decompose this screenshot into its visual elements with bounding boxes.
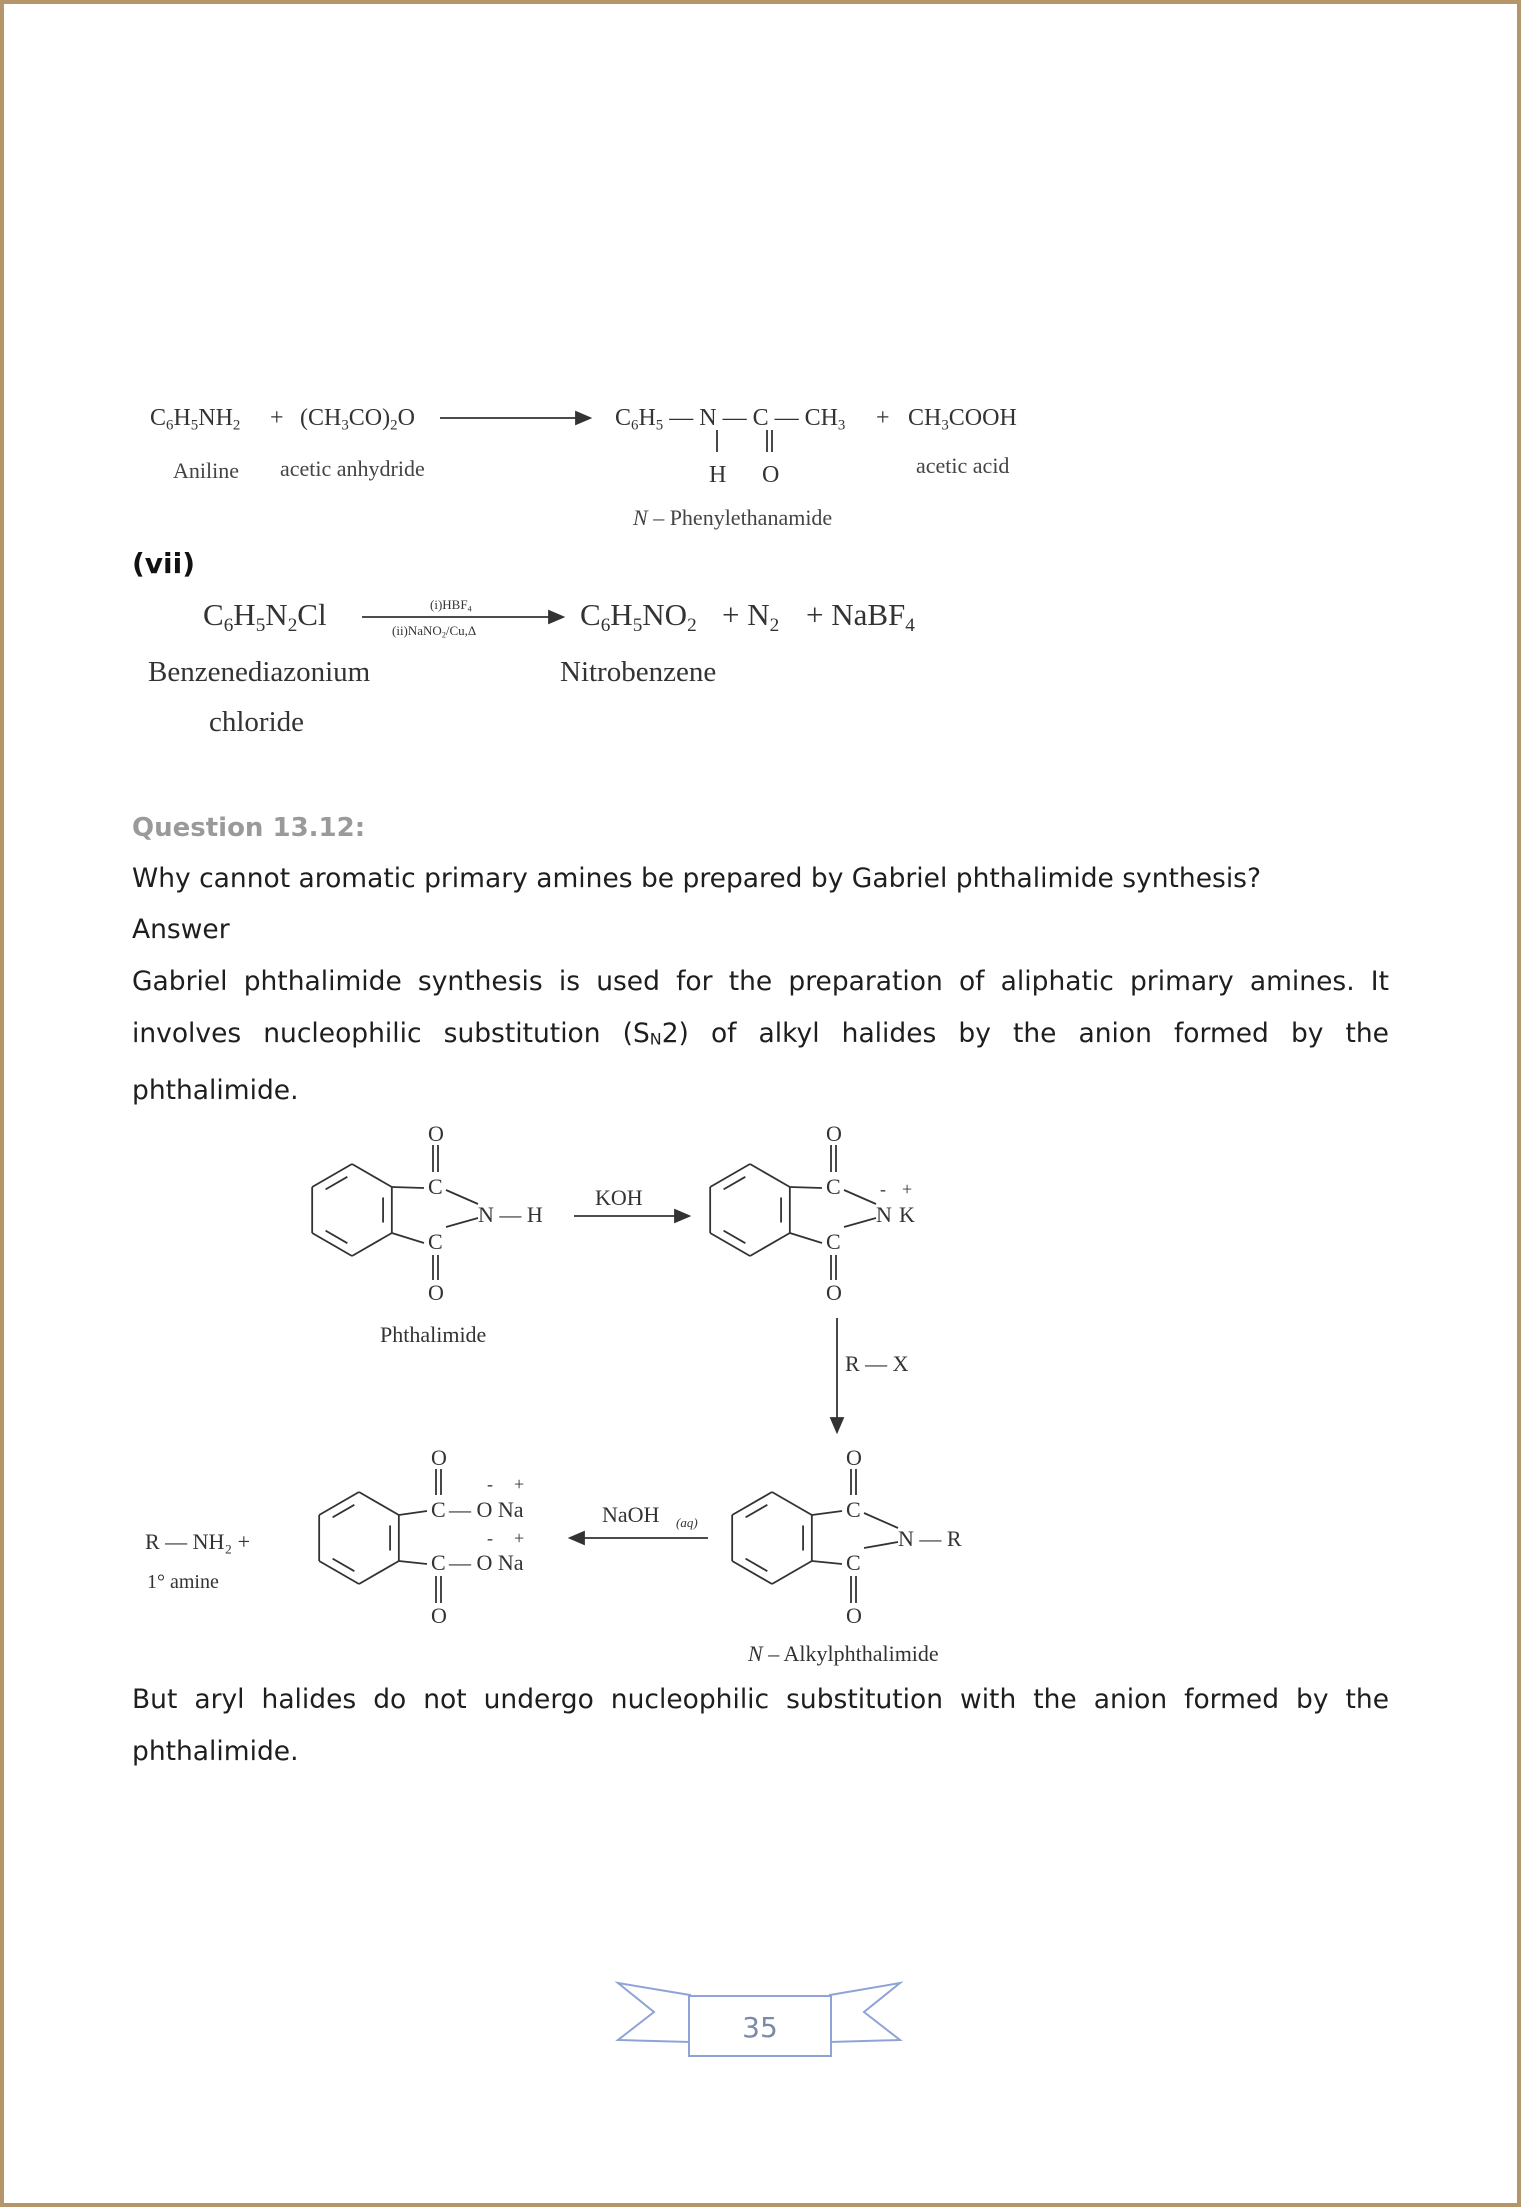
benzenediazonium-label: Benzenediazonium xyxy=(148,656,371,688)
answer-paragraph-2: But aryl halides do not undergo nucleophilic substitution with the anion formed by the phthalimide. xyxy=(132,1684,1389,1767)
question-text: Why cannot aromatic primary amines be prepared by Gabriel phthalimide synthesis? xyxy=(132,863,1262,894)
benzene-ring-bond xyxy=(352,1233,392,1256)
bond-line xyxy=(812,1561,842,1564)
bond-line xyxy=(844,1190,876,1204)
atom-c: C xyxy=(846,1497,861,1522)
benzene-double-bond xyxy=(746,1505,768,1518)
benzene-double-bond xyxy=(724,1231,746,1244)
plus-charge: + xyxy=(514,1474,525,1494)
nitrogen-formula: + $N_2$ xyxy=(722,597,780,636)
atom-o: O xyxy=(428,1121,444,1146)
bond-line xyxy=(790,1233,822,1243)
benzene-ring-bond xyxy=(750,1233,790,1256)
acetic-anhydride-label: acetic anhydride xyxy=(280,456,425,481)
benzene-ring-bond xyxy=(772,1561,812,1584)
answer-paragraph-1: Gabriel phthalimide synthesis is used for the preparation of aliphatic primary amines. It involves nucleophilic substitution (SN2) of alkyl halides by the anion formed by the phthalimide. xyxy=(132,966,1389,1107)
acetic-anhydride-formula: $(CH_3CO)_2O$ xyxy=(300,405,415,434)
o-na-group: — O Na xyxy=(449,1497,524,1522)
koh-reagent: KOH xyxy=(595,1185,643,1210)
n-alkylphthalimide-label: N – Alkylphthalimide xyxy=(748,1641,939,1666)
atom-o: O xyxy=(846,1603,862,1628)
arrow-head xyxy=(831,1418,843,1432)
n-h-group: N — H xyxy=(478,1202,543,1227)
plus-charge: + xyxy=(514,1528,525,1548)
benzene-ring-bond xyxy=(312,1164,352,1187)
benzene-double-bond xyxy=(333,1559,355,1572)
benzene-ring-bond xyxy=(359,1561,399,1584)
r-x-reagent: R — X xyxy=(845,1351,909,1376)
answer-label: Answer xyxy=(132,914,230,945)
bond-line xyxy=(446,1218,478,1227)
arrow-head xyxy=(576,412,590,424)
n-r-group: N — R xyxy=(898,1526,962,1551)
aniline-formula: $C_6H_5NH_2$ xyxy=(150,405,241,434)
atom-c: C xyxy=(431,1550,446,1575)
naoh-reagent: NaOH xyxy=(602,1502,660,1527)
section-label-vii: (vii) xyxy=(132,547,196,580)
benzene-double-bond xyxy=(333,1505,355,1518)
benzene-double-bond xyxy=(326,1231,348,1244)
plus-charge: + xyxy=(902,1179,913,1199)
chloride-label: chloride xyxy=(209,706,305,738)
question-heading: Question 13.12: xyxy=(132,813,366,843)
acetic-acid-formula: $CH_3COOH$ xyxy=(908,405,1017,434)
atom-o: O xyxy=(826,1121,842,1146)
benzene-ring-bond xyxy=(772,1492,812,1515)
benzenediazonium-formula: $C_6H_5N_2Cl$ xyxy=(203,597,327,636)
acetic-acid-label: acetic acid xyxy=(916,453,1010,478)
atom-k: K xyxy=(899,1202,915,1227)
benzene-ring-bond xyxy=(319,1492,359,1515)
bond-line xyxy=(446,1190,478,1204)
atom-c: C xyxy=(826,1229,841,1254)
primary-amine-formula: R — NH₂ + xyxy=(145,1529,251,1554)
atom-c: C xyxy=(428,1174,443,1199)
plus-sign: + xyxy=(876,405,890,431)
aq-state: (aq) xyxy=(676,1515,698,1530)
minus-charge: - xyxy=(487,1528,493,1548)
bond-line xyxy=(392,1187,424,1188)
atom-c: C xyxy=(846,1550,861,1575)
benzene-ring-bond xyxy=(732,1561,772,1584)
arrow-head xyxy=(570,1532,584,1544)
atom-o: O xyxy=(846,1445,862,1470)
benzene-ring-bond xyxy=(710,1164,750,1187)
atom-o: O xyxy=(431,1445,447,1470)
bond-line xyxy=(399,1511,427,1515)
bond-line xyxy=(864,1513,898,1528)
phenylethanamide-formula: $C_6H_5$ — N — C — $CH_3$ xyxy=(615,405,846,434)
phenylethanamide-label: N – Phenylethanamide xyxy=(633,505,833,530)
plus-sign: + xyxy=(270,405,284,431)
benzene-ring-bond xyxy=(732,1492,772,1515)
benzene-ring-bond xyxy=(352,1164,392,1187)
condition-bottom: (ii)NaNO$_2$/Cu,Δ xyxy=(392,623,477,640)
o-na-group: — O Na xyxy=(449,1550,524,1575)
benzene-ring-bond xyxy=(710,1233,750,1256)
benzene-ring-bond xyxy=(359,1492,399,1515)
atom-c: C xyxy=(428,1229,443,1254)
benzene-ring-bond xyxy=(750,1164,790,1187)
aniline-label: Aniline xyxy=(173,458,239,483)
atom-c: C xyxy=(431,1497,446,1522)
bond-line xyxy=(392,1233,424,1243)
atom-o: O xyxy=(826,1280,842,1305)
benzene-double-bond xyxy=(746,1559,768,1572)
phthalimide-label: Phthalimide xyxy=(380,1322,487,1347)
bond-line xyxy=(790,1187,822,1188)
primary-amine-label: 1° amine xyxy=(147,1571,219,1593)
benzene-double-bond xyxy=(724,1177,746,1190)
carbonyl-oxygen: O xyxy=(762,462,780,488)
sodium-tetrafluoroborate-formula: + NaBF$_4$ xyxy=(806,597,915,636)
bond-line xyxy=(844,1218,876,1227)
atom-o: O xyxy=(431,1603,447,1628)
condition-top: $(i)HBF_4$ xyxy=(430,597,472,614)
atom-n: N xyxy=(876,1202,892,1227)
page-number: 35 xyxy=(742,2011,778,2044)
benzene-ring-bond xyxy=(312,1233,352,1256)
nitrobenzene-formula: $C_6H_5NO_2$ xyxy=(580,597,697,636)
amide-hydrogen: H xyxy=(709,462,727,488)
bond-line xyxy=(399,1561,427,1564)
nitrobenzene-label: Nitrobenzene xyxy=(560,656,717,688)
atom-o: O xyxy=(428,1280,444,1305)
minus-charge: - xyxy=(487,1474,493,1494)
benzene-ring-bond xyxy=(319,1561,359,1584)
arrow-head xyxy=(675,1210,689,1222)
minus-charge: - xyxy=(880,1179,886,1199)
bond-line xyxy=(864,1542,898,1548)
atom-c: C xyxy=(826,1174,841,1199)
bond-line xyxy=(812,1511,842,1515)
arrow-head xyxy=(549,611,563,623)
benzene-double-bond xyxy=(326,1177,348,1190)
